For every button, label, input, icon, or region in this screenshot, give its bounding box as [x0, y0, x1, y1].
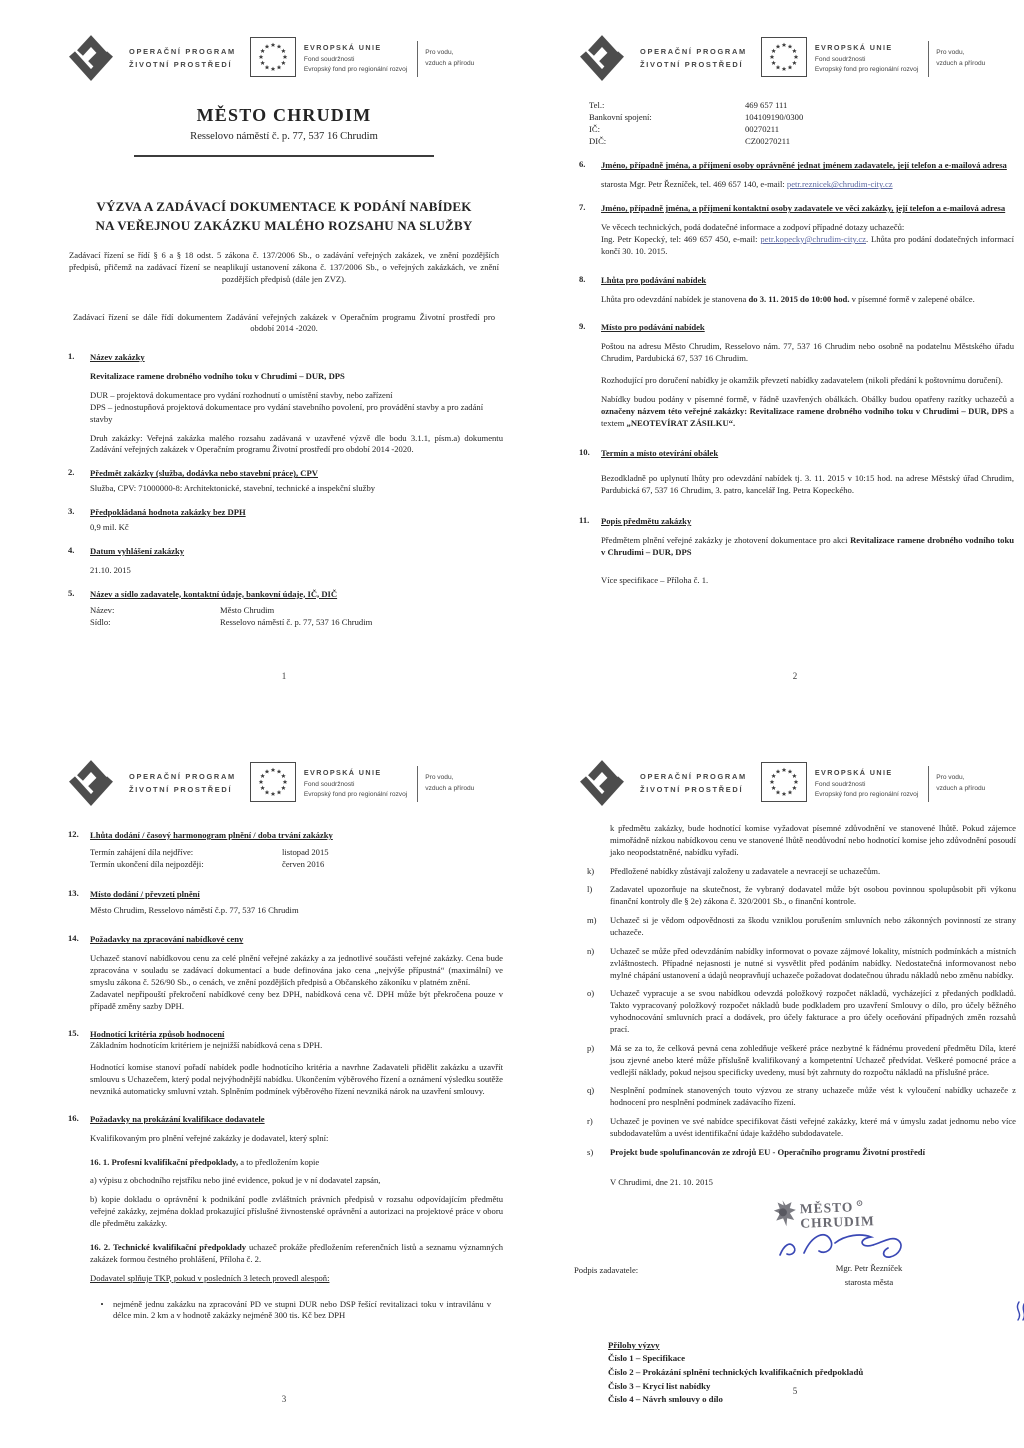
- item-title: Lhůta pro podávání nabídek: [601, 274, 707, 285]
- eu-line3: Evropský fond pro regionální rozvoj: [814, 790, 919, 798]
- program-line1: OPERAČNÍ PROGRAM: [129, 772, 236, 782]
- paragraph: Základním hodnotícím kritériem je nejnižší nabídková cena s DPH.: [90, 1040, 323, 1051]
- letter-text: Uchazeč je povinen ve své nabídce specifikovat části veřejné zakázky, které má v úmyslu zadat jednomu nebo více subdodavatelům a uvést identifikační údaje každého subdodavatele.: [610, 1116, 1016, 1139]
- info-label: Sídlo:: [90, 617, 111, 628]
- letter-label: q): [587, 1085, 595, 1096]
- tagline-line2: vzduch a přírodu: [936, 60, 986, 67]
- paragraph: Zadavatel nepřipouští překročení nabídkové ceny bez DPH, nabídková cena vč. DPH může být překročena pouze v případě změny sazby DPH.: [90, 988, 503, 1011]
- letter-text: Uchazeč vypracuje a se svou nabídkou odevzdá položkový rozpočet nákladů, vycházející z předaných podkladů. Takto vypracovaný položkový rozpočet nákladů bude podkladem pro uzavření Smlouvy o dílo, pro účely běžného vyhodnocování smluvních prací a dodávek, pro účely fakturace a pro účely oceňování případných změn rozsahů prací.: [610, 988, 1016, 1035]
- opzp-logo-icon: [65, 758, 117, 810]
- letter-text: Nesplnění podmínek stanovených touto výzvou ze strany uchazeče může vést k vyloučení nabídky uchazeče z hodnocení pro nesplnění podmínek zadávacího řízení.: [610, 1085, 1016, 1108]
- header-divider: [417, 766, 418, 802]
- date-line: V Chrudimi, dne 21. 10. 2015: [610, 1176, 713, 1187]
- paragraph: Lhůta pro odevzdání nabídek je stanovena: [601, 293, 749, 304]
- stamp-line2: CHRUDIM: [800, 1213, 876, 1231]
- letter-text: Zadavatel upozorňuje na skutečnost, že vybraný dodavatel může být osobou povinnou spolupůsobit při výkonu finanční kontroly dle § 2e) zákona č. 320/2001 Sb., o finanční kontrole.: [610, 884, 1016, 907]
- info-label: Název:: [90, 605, 115, 616]
- scan-header: [574, 28, 1016, 90]
- info-row: [90, 617, 503, 629]
- info-label: DIČ:: [589, 135, 607, 146]
- schedule-value: červen 2016: [282, 858, 325, 869]
- eu-line3: Evropský fond pro regionální rozvoj: [814, 65, 919, 73]
- paragraph: 21.10. 2015: [90, 564, 131, 575]
- eu-text: [304, 43, 407, 75]
- page-4: [574, 753, 1016, 1405]
- header-tagline: [936, 773, 985, 794]
- item-title: Požadavky na prokázání kvalifikace dodavatele: [90, 1113, 265, 1124]
- paragraph: Služba, CPV: 71000000-8: Architektonické, stavební, technické a inspekční služby: [90, 483, 376, 494]
- paragraph: starosta Mgr. Petr Řezníček, tel. 469 657 140, e-mail:: [601, 179, 787, 190]
- bullet-icon: •: [100, 1298, 104, 1309]
- paragraph: 0,9 mil. Kč: [90, 521, 129, 532]
- header-tagline: [936, 48, 985, 69]
- page-3: [63, 753, 505, 1405]
- page-1: [63, 28, 505, 682]
- eu-text: [815, 43, 918, 75]
- paragraph: Nabídky budou podány v písemné formě, v řádně uzavřených obálkách. Obálky budou opatřeny razítky uchazečů a: [601, 393, 1014, 404]
- item-number: 12.: [68, 829, 79, 839]
- deadline-text: do 3. 11. 2015 do 10:00 hod.: [748, 293, 850, 304]
- letter-label: r): [587, 1116, 593, 1127]
- item-title: Termín a místo otevírání obálek: [601, 448, 719, 459]
- attachment-line: Číslo 2 – Prokázání splnění technických kvalifikačních předpokladů: [608, 1366, 864, 1377]
- info-row: [90, 605, 503, 617]
- item-title: Jméno, případně jména, a příjmení kontaktní osoby zadavatele ve věci zakázky, její telefon a e-mailová adresa: [601, 203, 1006, 214]
- item-title: Předpokládaná hodnota zakázky bez DPH: [90, 507, 246, 518]
- paragraph: a textem: [601, 405, 1014, 428]
- eu-text: [815, 768, 918, 800]
- item-3: [63, 506, 505, 534]
- item-title: Požadavky na zpracování nabídkové ceny: [90, 934, 244, 945]
- info-value: 104109190/0300: [745, 111, 804, 122]
- item-4: [63, 545, 505, 577]
- list-item: [574, 884, 1016, 908]
- info-value: Město Chrudim: [220, 605, 275, 616]
- item-14: [63, 933, 505, 1012]
- item-10: [574, 447, 1016, 497]
- letter-label: n): [587, 945, 595, 956]
- page-number: 3: [281, 1393, 287, 1404]
- cofinancing-statement: Projekt bude spolufinancován ze zdrojů EU - Operačního programu Životní prostředí: [610, 1146, 925, 1157]
- schedule-value: listopad 2015: [282, 846, 329, 857]
- letter-label: p): [587, 1042, 595, 1053]
- paragraph: Ve věcech technických, podá dodatečné informace a zodpoví případné dotazy uchazečů:: [601, 222, 905, 233]
- reference-requirement: nejméně jednu zakázku na zpracování PD ve stupni DUR nebo DSP řešící revitalizaci toku v intravilánu v délce min. 2 km a v hodnotě zakázky nejméně 300 tis. Kč bez DPH: [113, 1298, 491, 1321]
- paragraph: . Lhůta pro podání dodatečných informací končí 30. 10. 2015.: [601, 233, 1014, 256]
- item-number: 3.: [68, 506, 75, 517]
- item-title: Místo pro podávání nabídek: [601, 322, 705, 333]
- item-title: Datum vyhlášení zakázky: [90, 545, 185, 556]
- letter-label: s): [587, 1146, 594, 1157]
- signer-name: Mgr. Petr Řezníček: [835, 1262, 903, 1273]
- item-title: Jméno, případně jména, a příjmení osoby oprávněné jednat jménem zadavatele, její telefon a e-mailová adresa: [601, 160, 1007, 171]
- paragraph: Rozhodující pro doručení nabídky je okamžik převzetí nabídky zadavatelem (nikoli předání k poštovnímu doručení).: [601, 375, 1003, 386]
- paragraph: a) výpisu z obchodního rejstříku nebo jiné evidence, pokud je v ní dodavatel zapsán,: [90, 1175, 381, 1186]
- eu-flag-icon: [761, 37, 807, 81]
- paragraph: Bezodkladně po uplynutí lhůty pro odevzdání nabídek tj. 3. 11. 2015 v 10:15 hod. na adrese Městský úřad Chrudim, Pardubická 67, 537 16 Chrudim, 3. patro, kancelář Ing. Petra Kopeckého.: [601, 473, 1014, 496]
- info-row: [589, 112, 1016, 124]
- item-title: Popis předmětu zakázky: [601, 516, 692, 527]
- email-link[interactable]: petr.kopecky@chrudim-city.cz: [760, 233, 866, 244]
- letter-text: Uchazeč si je vědom odpovědnosti za škodu vzniklou porušením smluvních nebo zákonných povinností ze strany uchazeče.: [610, 915, 1016, 938]
- item-title: Předmět zakázky (služba, dodávka nebo stavební práce), CPV: [90, 468, 318, 479]
- paragraph: Hodnotící komise stanoví pořadí nabídek podle hodnotícího kritéria a navrhne Zadavateli přidělit zakázku a uzavřít smlouvu s Uchazečem, který podal nejvýhodnější nabídku. Ukončením výběrového řízení a oznámení výsledku soutěže nevzniká automaticky smluvní vztah. Splněním podmínek výběrového řízení nevzniká nárok na uzavření smlouvy.: [90, 1062, 503, 1097]
- item-5: [63, 588, 505, 630]
- info-value: 469 657 111: [745, 100, 788, 110]
- document-title-line1: VÝZVA A ZADÁVACÍ DOKUMENTACE K PODÁNÍ NABÍDEK: [96, 198, 472, 214]
- eu-line2: Fond soudržnosti: [814, 781, 866, 789]
- city-name: MĚSTO CHRUDIM: [196, 105, 372, 125]
- info-row: [589, 136, 1016, 148]
- info-label: IČ:: [589, 123, 600, 134]
- info-row: [589, 100, 1016, 112]
- info-label: Bankovní spojení:: [589, 111, 652, 122]
- item-7: [574, 202, 1016, 257]
- eu-flag-icon: [761, 762, 807, 806]
- program-name: [640, 771, 747, 797]
- item-title: Název a sídlo zadavatele, kontaktní údaje, bankovní údaje, IČ, DIČ: [90, 588, 338, 599]
- subheading-16-1: 16. 1. Profesní kvalifikační předpoklady,: [90, 1156, 239, 1167]
- info-row: [589, 124, 1016, 136]
- header-divider: [417, 41, 418, 77]
- program-name: [640, 46, 747, 72]
- item-title: Lhůta dodání / časový harmonogram plnění / doba trvání zakázky: [90, 830, 333, 840]
- program-name: [129, 771, 236, 797]
- item-12: [63, 829, 505, 871]
- schedule-row: [90, 847, 503, 859]
- paragraph: Více specifikace – Příloha č. 1.: [601, 574, 709, 585]
- paragraph: Předmětem plnění veřejné zakázky je zhotovení dokumentace pro akci: [601, 534, 851, 545]
- schedule-label: Termín ukončení díla nejpozději:: [90, 858, 204, 869]
- envelope-label-text: označeny názvem této veřejné zakázky: Revitalizace ramene drobného vodního toku v Chrudimi – DUR, DPS: [601, 405, 1008, 416]
- signature-area: [574, 1195, 1016, 1323]
- paragraph: DPS – jednostupňová projektová dokumentace pro vydání stavebního povolení, pro provádění stavby a pro zadání stavby: [90, 401, 484, 424]
- city-address: Resselovo náměstí č. p. 77, 537 16 Chrudim: [190, 130, 378, 142]
- lettered-list: [574, 866, 1016, 1159]
- program-line2: ŽIVOTNÍ PROSTŘEDÍ: [129, 60, 233, 69]
- eu-line3: Evropský fond pro regionální rozvoj: [303, 790, 408, 798]
- tagline-line2: vzduch a přírodu: [425, 60, 475, 67]
- eu-text: [304, 768, 407, 800]
- paragraph: Kvalifikovaným pro plnění veřejné zakázky je dodavatel, který splní:: [90, 1132, 329, 1143]
- scan-header: [63, 28, 505, 90]
- program-line1: OPERAČNÍ PROGRAM: [640, 772, 747, 782]
- eu-flag-icon: [250, 762, 296, 806]
- underlined-condition: Dodavatel splňuje TKP, pokud v posledních 3 letech provedl alespoň:: [90, 1272, 330, 1283]
- info-value: CZ00270211: [745, 135, 791, 146]
- item-title: Místo dodání / převzetí plnění: [90, 888, 200, 899]
- item-number: 5.: [68, 587, 75, 598]
- letter-label: k): [587, 865, 595, 876]
- eu-line2: Fond soudržnosti: [303, 781, 355, 789]
- item-8: [574, 274, 1016, 306]
- tagline-line1: Pro vodu,: [936, 49, 965, 57]
- scan-header: [574, 753, 1016, 815]
- info-value: Resselovo náměstí č. p. 77, 537 16 Chrudim: [220, 617, 373, 628]
- item-number: 8.: [579, 273, 586, 284]
- schedule-row: [90, 859, 503, 871]
- eu-line1: EVROPSKÁ UNIE: [303, 43, 382, 53]
- item-1: [63, 351, 505, 456]
- item-number: 11.: [579, 515, 590, 526]
- list-item: [574, 1147, 1016, 1159]
- eu-flag-icon: [250, 37, 296, 81]
- list-item: [574, 1085, 1016, 1109]
- attachment-line: Číslo 4 – Návrh smlouvy o dílo: [608, 1394, 723, 1405]
- item-number: 6.: [579, 159, 586, 170]
- paragraph: a to předložením kopie: [238, 1156, 320, 1167]
- tagline-line2: vzduch a přírodu: [425, 785, 475, 792]
- attachments-title: Přílohy výzvy: [608, 1339, 660, 1350]
- page-2: [574, 28, 1016, 682]
- item-number: 1.: [68, 351, 75, 362]
- item-number: 10.: [579, 447, 590, 458]
- info-value: 00270211: [745, 123, 780, 134]
- subheading-16-2: 16. 2. Technické kvalifikační předpoklady: [90, 1241, 247, 1252]
- item-number: 7.: [579, 202, 586, 213]
- page-number: 2: [792, 670, 798, 681]
- contract-name: Revitalizace ramene drobného vodního toku v Chrudimi – DUR, DPS: [601, 534, 1015, 557]
- signature-label: Podpis zadavatele:: [574, 1264, 639, 1275]
- list-item: [574, 866, 1016, 878]
- continued-paragraph: k předmětu zakázky, bude hodnotící komise vyžadovat písemné zdůvodnění ve stanovené lhůtě. Pokud zájemce mimořádně nízkou nabídkovou cenu ve stanovené lhůtě neodůvodní nebo hodnotící komise jeho zdůvodnění posoudí jako neopodstatněné, nabídku vyřadí.: [610, 823, 1016, 857]
- eu-line1: EVROPSKÁ UNIE: [814, 768, 893, 778]
- program-line1: OPERAČNÍ PROGRAM: [640, 47, 747, 57]
- list-item: [574, 988, 1016, 1035]
- tagline-line1: Pro vodu,: [425, 49, 454, 57]
- document-title-line2: NA VEŘEJNOU ZAKÁZKU MALÉHO ROZSAHU NA SLUŽBY: [95, 218, 473, 234]
- item-6: [574, 159, 1016, 191]
- eu-line1: EVROPSKÁ UNIE: [303, 768, 382, 778]
- letter-label: m): [587, 915, 597, 926]
- header-rule: [134, 155, 434, 157]
- header-divider: [928, 41, 929, 77]
- letter-label: o): [587, 988, 595, 999]
- paragraph: v písemné formě v zalepené obálce.: [849, 293, 975, 304]
- item-title: Název zakázky: [90, 352, 145, 363]
- stamp-line1: MĚSTO: [799, 1199, 854, 1216]
- paragraph: uchazeč prokáže předložením referenčních listů a seznamu významných zakázek formou čestného prohlášení, Příloha č. 2.: [90, 1241, 503, 1264]
- item-2: [63, 467, 505, 495]
- paragraph: b) kopie dokladu o oprávnění k podnikání podle zvláštních právních předpisů v rozsahu odpovídajícím předmětu veřejné zakázky, zejména doklad prokazující příslušné živnostenské oprávnění a autorizaci na projektové práce v oboru dle předmětu zakázky.: [90, 1194, 503, 1229]
- page-number: 1: [281, 670, 287, 681]
- eu-line2: Fond soudržnosti: [303, 56, 355, 64]
- contract-name: Revitalizace ramene drobného vodního toku v Chrudimi – DUR, DPS: [90, 371, 345, 382]
- document-title: [63, 197, 505, 236]
- item-number: 15.: [68, 1027, 79, 1038]
- attachment-line: Číslo 1 – Specifikace: [608, 1353, 685, 1364]
- item-number: 16.: [68, 1112, 79, 1123]
- paragraph: Druh zakázky: Veřejná zakázka malého rozsahu zadávaná v uzavřené výzvě dle bodu 3.1.1, písm.a) dokumentu Zadávání veřejných zakázek v Operačním programu Životní prostředí pro období 2014 -2020.: [90, 432, 503, 455]
- item-number: 13.: [68, 887, 79, 898]
- schedule-label: Termín zahájení díla nejdříve:: [90, 846, 194, 857]
- intro-paragraph-1: Zadávací řízení se řídí § 6 a § 18 odst. 5 zákona č. 137/2006 Sb., o zadávání veřejných zakázek, ve znění pozdějších předpisů, přičemž na zadávací řízení se neaplikují ustanovení zákona č. 137/2006 Sb., o veřejných zakázkách, ve znění pozdějších předpisů (dále jen ZVZ).: [69, 249, 499, 284]
- paragraph: Ing. Petr Kopecký, tel: 469 657 450, e-mail:: [601, 233, 761, 244]
- paragraph: Uchazeč stanoví nabídkovou cenu za celé plnění veřejné zakázky a za jednotlivé součásti veřejné zakázky. Cena bude zpracována v souladu se zadávací dokumentací a bude definována jako cena „nejvýše přípustná“ (maximální) ve smyslu zákona č. 526/90 Sb., o cenách, ve znění pozdějších předpisů a Občanského zákoníku v platném znění.: [90, 953, 503, 987]
- header-tagline: [425, 773, 474, 794]
- item-number: 14.: [68, 933, 79, 944]
- paragraph: Poštou na adresu Město Chrudim, Resselovo nám. 77, 537 16 Chrudim nebo osobně na podatelnu Městského úřadu Chrudim, Pardubická 67, 537 16 Chrudim.: [601, 341, 1014, 364]
- item-13: [63, 888, 505, 917]
- list-item: [574, 946, 1016, 982]
- signer-role: starosta města: [844, 1276, 894, 1287]
- header-tagline: [425, 48, 474, 69]
- stamp-circle-icon: ⊙: [853, 1198, 865, 1208]
- scan-header: [63, 753, 505, 815]
- contact-info-block: [589, 100, 1016, 147]
- program-line1: OPERAČNÍ PROGRAM: [129, 47, 236, 57]
- page-number: 5: [792, 1385, 798, 1396]
- opzp-logo-icon: [576, 33, 628, 85]
- letter-text: Má se za to, že celková pevná cena zohledňuje veškeré práce nezbytné k řádnému provedení předmětu Díla, které jsou zjevné anebo které může příslušně kvalifikovaný a kompetentní Uchazeč předvídat. Veškeré pomocné práce a vedlejší náklady, pokud nejsou specificky uvedeny, musí být zahrnuty do rozpočtu nákladů na příslušné práce.: [610, 1042, 1016, 1077]
- item-9: [574, 321, 1016, 429]
- paragraph: Město Chrudim, Resselovo náměstí č.p. 77, 537 16 Chrudim: [90, 904, 299, 915]
- program-line2: ŽIVOTNÍ PROSTŘEDÍ: [640, 785, 744, 794]
- letter-text: Uchazeč se může před odevzdáním nabídky informovat o povaze zájmové lokality, místních podmínkách a místních zvláštnostech. Případné nejasnosti je nutné si vysvětlit před podáním nabídky. Nedostatečná informovanost nebo mylné chápání ustanovení a údajů neopravňují uchazeče požadovat dodatečnou úhradu nákladů nebo změnu nabídky.: [610, 945, 1016, 980]
- eu-line3: Evropský fond pro regionální rozvoj: [303, 65, 408, 73]
- eu-line1: EVROPSKÁ UNIE: [814, 43, 893, 53]
- pen-mark-icon: [1010, 1299, 1024, 1333]
- item-number: 4.: [68, 544, 75, 555]
- attachment-line: Číslo 3 – Krycí list nabídky: [608, 1380, 711, 1391]
- intro-paragraph-2: Zadávací řízení se dále řídí dokumentem Zadávání veřejných zakázek v Operačním programu Životní prostředí pro období 2014 -2020.: [73, 311, 495, 334]
- info-label: Tel.:: [589, 100, 605, 110]
- email-link[interactable]: petr.reznicek@chrudim-city.cz: [786, 179, 893, 190]
- tagline-line1: Pro vodu,: [936, 774, 965, 782]
- list-item: [574, 915, 1016, 939]
- tagline-line1: Pro vodu,: [425, 774, 454, 782]
- program-line2: ŽIVOTNÍ PROSTŘEDÍ: [640, 60, 744, 69]
- letter-label: l): [587, 884, 593, 895]
- eu-line2: Fond soudržnosti: [814, 56, 866, 64]
- item-number: 9.: [579, 321, 586, 332]
- letter-text: Předložené nabídky zůstávají založeny u zadavatele a nevracejí se uchazečům.: [610, 865, 881, 876]
- list-item: [574, 1043, 1016, 1079]
- tagline-line2: vzduch a přírodu: [936, 785, 986, 792]
- list-item: [574, 1116, 1016, 1140]
- item-16: [63, 1113, 505, 1285]
- opzp-logo-icon: [576, 758, 628, 810]
- item-11: [574, 515, 1016, 586]
- program-name: [129, 46, 236, 72]
- paragraph: DUR – projektová dokumentace pro vydání rozhodnutí o umístění stavby, nebo zařízení: [90, 389, 393, 400]
- do-not-open-text: „NEOTEVÍRAT ZÁSILKU“.: [626, 417, 736, 428]
- item-title: Hodnotící kritéria způsob hodnocení: [90, 1028, 225, 1039]
- header-divider: [928, 766, 929, 802]
- bullet-item: [91, 1299, 505, 1323]
- item-number: 2.: [68, 467, 75, 478]
- opzp-logo-icon: [65, 33, 117, 85]
- program-line2: ŽIVOTNÍ PROSTŘEDÍ: [129, 785, 233, 794]
- item-15: [63, 1028, 505, 1098]
